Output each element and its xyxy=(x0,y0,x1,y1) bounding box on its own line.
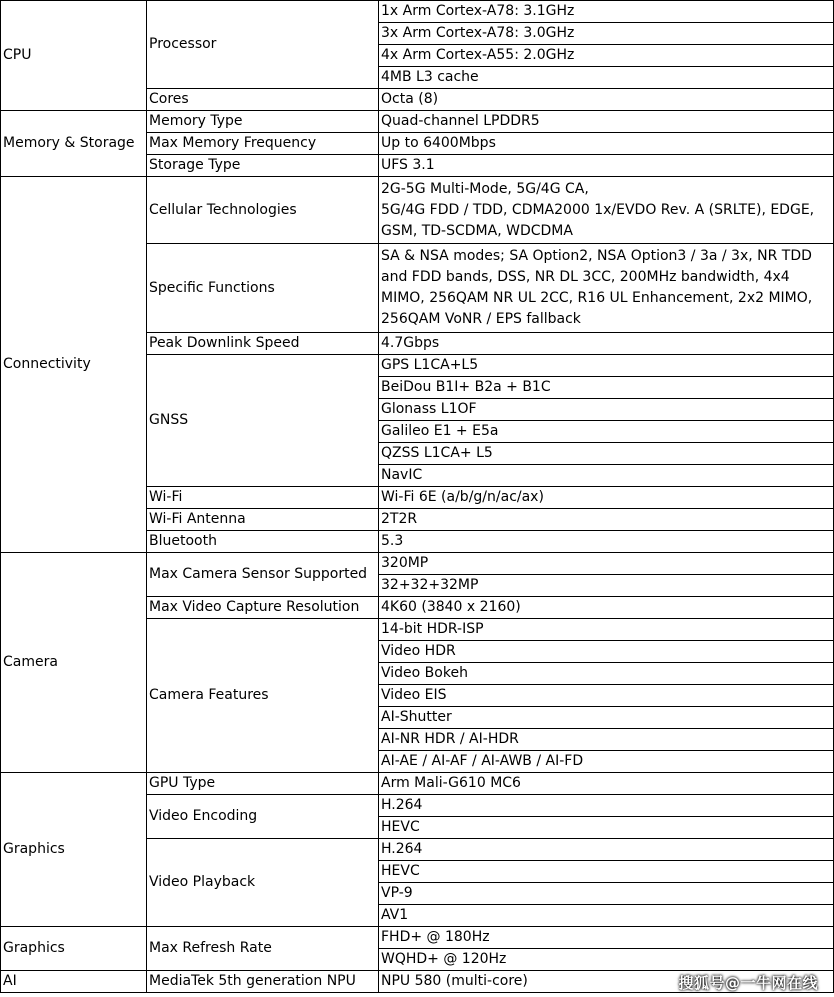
value-cores: Octa (8) xyxy=(379,89,834,111)
label-camera-features: Camera Features xyxy=(147,619,379,773)
value-video-playback-3: VP-9 xyxy=(379,883,834,905)
value-camera-sensor-1: 320MP xyxy=(379,553,834,575)
table-row xyxy=(1,927,834,949)
value-camera-feature-3: Video Bokeh xyxy=(379,663,834,685)
category-connectivity: Connectivity xyxy=(1,177,147,553)
value-memory-type: Quad-channel LPDDR5 xyxy=(379,111,834,133)
label-memory-frequency: Max Memory Frequency xyxy=(147,133,379,155)
table-row xyxy=(1,773,834,795)
label-video-encoding: Video Encoding xyxy=(147,795,379,839)
value-gnss-1: GPS L1CA+L5 xyxy=(379,355,834,377)
value-gnss-5: QZSS L1CA+ L5 xyxy=(379,443,834,465)
value-gnss-2: BeiDou B1I+ B2a + B1C xyxy=(379,377,834,399)
value-memory-frequency: Up to 6400Mbps xyxy=(379,133,834,155)
value-cellular-line-1: 2G-5G Multi-Mode, 5G/4G CA, xyxy=(381,180,589,197)
label-wifi: Wi-Fi xyxy=(147,487,379,509)
label-video-capture: Max Video Capture Resolution xyxy=(147,597,379,619)
table-row xyxy=(1,177,834,244)
value-camera-sensor-2: 32+32+32MP xyxy=(379,575,834,597)
value-gnss-3: Glonass L1OF xyxy=(379,399,834,421)
value-processor-2: 3x Arm Cortex-A78: 3.0GHz xyxy=(379,23,834,45)
value-processor-4: 4MB L3 cache xyxy=(379,67,834,89)
label-downlink: Peak Downlink Speed xyxy=(147,333,379,355)
category-ai: AI xyxy=(1,971,147,993)
value-gpu-type: Arm Mali-G610 MC6 xyxy=(379,773,834,795)
value-gnss-6: NavIC xyxy=(379,465,834,487)
label-processor: Processor xyxy=(147,1,379,89)
value-video-playback-2: HEVC xyxy=(379,861,834,883)
value-downlink: 4.7Gbps xyxy=(379,333,834,355)
value-video-encoding-2: HEVC xyxy=(379,817,834,839)
watermark: 搜狐号@一牛网在线 xyxy=(678,974,818,992)
label-gnss: GNSS xyxy=(147,355,379,487)
category-memory: Memory & Storage xyxy=(1,111,147,177)
label-camera-sensor: Max Camera Sensor Supported xyxy=(147,553,379,597)
value-gnss-4: Galileo E1 + E5a xyxy=(379,421,834,443)
label-video-playback: Video Playback xyxy=(147,839,379,927)
table-row xyxy=(1,553,834,575)
category-display: Graphics xyxy=(1,927,147,971)
label-memory-type: Memory Type xyxy=(147,111,379,133)
value-specific-functions: SA & NSA modes; SA Option2, NSA Option3 / 3a / 3x, NR TDD and FDD bands, DSS, NR DL 3CC, 200MHz bandwidth, 4x4 MIMO, 256QAM NR UL 2CC, R16 UL Enhancement, 2x2 MIMO, 256QAM VoNR / EPS fallback xyxy=(379,244,834,333)
value-cellular-line-2: 5G/4G FDD / TDD, CDMA2000 1x/EVDO Rev. A (SRLTE), EDGE, GSM, TD-SCDMA, WDCDMA xyxy=(381,201,815,239)
value-cellular xyxy=(379,177,834,244)
value-storage-type: UFS 3.1 xyxy=(379,155,834,177)
label-wifi-antenna: Wi-Fi Antenna xyxy=(147,509,379,531)
category-camera: Camera xyxy=(1,553,147,773)
value-refresh-rate-1: FHD+ @ 180Hz xyxy=(379,927,834,949)
value-video-encoding-1: H.264 xyxy=(379,795,834,817)
label-gpu-type: GPU Type xyxy=(147,773,379,795)
value-refresh-rate-2: WQHD+ @ 120Hz xyxy=(379,949,834,971)
label-specific-functions: Specific Functions xyxy=(147,244,379,333)
table-row xyxy=(1,1,834,23)
value-video-playback-1: H.264 xyxy=(379,839,834,861)
label-npu: MediaTek 5th generation NPU xyxy=(147,971,379,993)
value-npu: NPU 580 (multi-core) xyxy=(379,971,834,993)
label-cellular: Cellular Technologies xyxy=(147,177,379,244)
value-video-capture: 4K60 (3840 x 2160) xyxy=(379,597,834,619)
value-processor-3: 4x Arm Cortex-A55: 2.0GHz xyxy=(379,45,834,67)
category-graphics: Graphics xyxy=(1,773,147,927)
category-cpu: CPU xyxy=(1,1,147,111)
value-camera-feature-4: Video EIS xyxy=(379,685,834,707)
label-refresh-rate: Max Refresh Rate xyxy=(147,927,379,971)
label-storage-type: Storage Type xyxy=(147,155,379,177)
value-processor-1: 1x Arm Cortex-A78: 3.1GHz xyxy=(379,1,834,23)
value-video-playback-4: AV1 xyxy=(379,905,834,927)
value-camera-feature-6: AI-NR HDR / AI-HDR xyxy=(379,729,834,751)
value-wifi: Wi-Fi 6E (a/b/g/n/ac/ax) xyxy=(379,487,834,509)
value-camera-feature-1: 14-bit HDR-ISP xyxy=(379,619,834,641)
value-bluetooth: 5.3 xyxy=(379,531,834,553)
value-camera-feature-7: AI-AE / AI-AF / AI-AWB / AI-FD xyxy=(379,751,834,773)
label-cores: Cores xyxy=(147,89,379,111)
table-row xyxy=(1,111,834,133)
label-bluetooth: Bluetooth xyxy=(147,531,379,553)
value-camera-feature-2: Video HDR xyxy=(379,641,834,663)
value-wifi-antenna: 2T2R xyxy=(379,509,834,531)
value-camera-feature-5: AI-Shutter xyxy=(379,707,834,729)
